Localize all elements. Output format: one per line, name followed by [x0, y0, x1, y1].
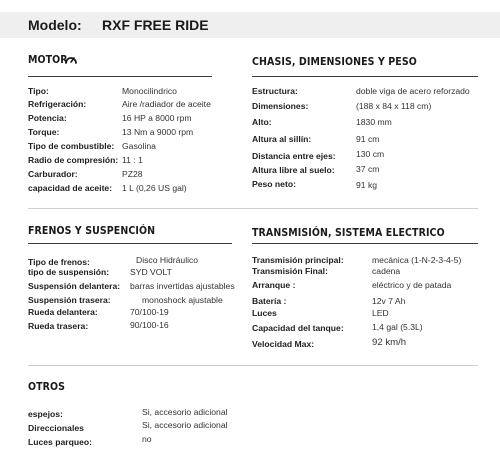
transmision-value: mecánica (1-N-2-3-4-5) [372, 255, 462, 265]
chasis-label: Dimensiones: [252, 101, 309, 111]
transmision-label: Arranque : [252, 280, 296, 290]
motor-label: Torque: [28, 127, 60, 137]
frenos-value: 90/100-16 [130, 320, 169, 330]
transmision-value: 12v 7 Ah [372, 296, 406, 306]
transmision-value: cadena [372, 266, 401, 276]
transmision-label: Batería : [252, 296, 287, 306]
frenos-label: Tipo de frenos: [28, 257, 90, 267]
frenos-label: Suspensión delantera: [28, 281, 121, 291]
frenos-value: monoshock ajustable [142, 295, 223, 305]
chasis-label: Altura al sillín: [252, 134, 312, 144]
transmision-label: Transmisión principal: [252, 255, 344, 265]
otros-label: espejos: [28, 409, 63, 419]
transmision-section-title: TRANSMISIÓN, SISTEMA ELECTRICO [252, 226, 445, 239]
transmision-value: eléctrico y de patada [372, 280, 452, 290]
motor-value: 1 L (0,26 US gal) [122, 183, 187, 193]
model-name: RXF FREE RIDE [102, 17, 209, 33]
frenos-value: Disco Hidráulico [136, 255, 199, 265]
frenos-section-title: FRENOS Y SUSPENCIÓN [28, 224, 156, 237]
motor-label: Tipo de combustible: [28, 141, 115, 151]
frenos-title-rule [28, 243, 232, 244]
chasis-label: Peso neto: [252, 179, 296, 189]
transmision-value: 92 km/h [372, 337, 407, 348]
otros-section-title: OTROS [28, 380, 66, 393]
transmision-label: Transmisión Final: [252, 266, 328, 276]
chasis-section-title: CHASIS, DIMENSIONES Y PESO [252, 55, 417, 68]
chasis-label: Distancia entre ejes: [252, 151, 336, 161]
chasis-value: (188 x 84 x 118 cm) [356, 101, 432, 111]
model-label: Modelo: [28, 17, 82, 33]
frenos-value: 70/100-19 [130, 307, 169, 317]
otros-value: Si, accesorio adicional [142, 407, 228, 417]
motor-value: Aire /radiador de aceite [122, 99, 211, 109]
otros-value: Si, accesorio adicional [142, 420, 228, 430]
motor-title-rule [28, 76, 212, 77]
motor-label: Refrigeración: [28, 99, 87, 109]
motor-section-title: MOTOR [28, 53, 68, 66]
transmision-title-rule [252, 243, 478, 244]
motor-label: Radio de compresión: [28, 155, 119, 165]
motor-label: capacidad de aceite: [28, 183, 113, 193]
frenos-label: Suspensión trasera: [28, 295, 111, 305]
motor-label: Tipo: [28, 86, 49, 96]
speedometer-icon [64, 53, 78, 72]
transmision-label: Capacidad del tanque: [252, 323, 344, 333]
frenos-label: Rueda delantera: [28, 307, 98, 317]
section-divider [28, 365, 478, 366]
motor-value: 16 HP a 8000 rpm [122, 113, 192, 123]
transmision-value: LED [372, 308, 389, 318]
chasis-title-rule [252, 76, 478, 77]
frenos-value: barras invertidas ajustables [130, 281, 235, 291]
transmision-label: Velocidad Max: [252, 339, 315, 349]
otros-value: no [142, 434, 152, 444]
section-divider [28, 208, 478, 209]
chasis-label: Estructura: [252, 86, 298, 96]
motor-value: Monocilindrico [122, 86, 177, 96]
transmision-value: 1,4 gal (5.3L) [372, 322, 423, 332]
motor-value: 13 Nm a 9000 rpm [122, 127, 194, 137]
frenos-value: SYD VOLT [130, 267, 172, 277]
chasis-value: 1830 mm [356, 117, 392, 127]
frenos-label: tipo de suspensión: [28, 267, 110, 277]
chasis-value: 91 kg [356, 180, 378, 190]
chasis-label: Altura libre al suelo: [252, 165, 335, 175]
chasis-value: 130 cm [356, 149, 385, 159]
otros-label: Luces parqueo: [28, 437, 92, 447]
motor-label: Potencia: [28, 113, 67, 123]
chasis-value: 37 cm [356, 164, 380, 174]
motor-label: Carburador: [28, 169, 78, 179]
chasis-label: Alto: [252, 117, 272, 127]
frenos-label: Rueda trasera: [28, 321, 89, 331]
otros-label: Direccionales [28, 423, 84, 433]
motor-value: Gasolina [122, 141, 156, 151]
chasis-value: doble viga de acero reforzado [356, 86, 470, 96]
motor-value: PZ28 [122, 169, 143, 179]
motor-value: 11 : 1 [122, 155, 143, 165]
transmision-label: Luces [252, 308, 277, 318]
chasis-value: 91 cm [356, 134, 380, 144]
